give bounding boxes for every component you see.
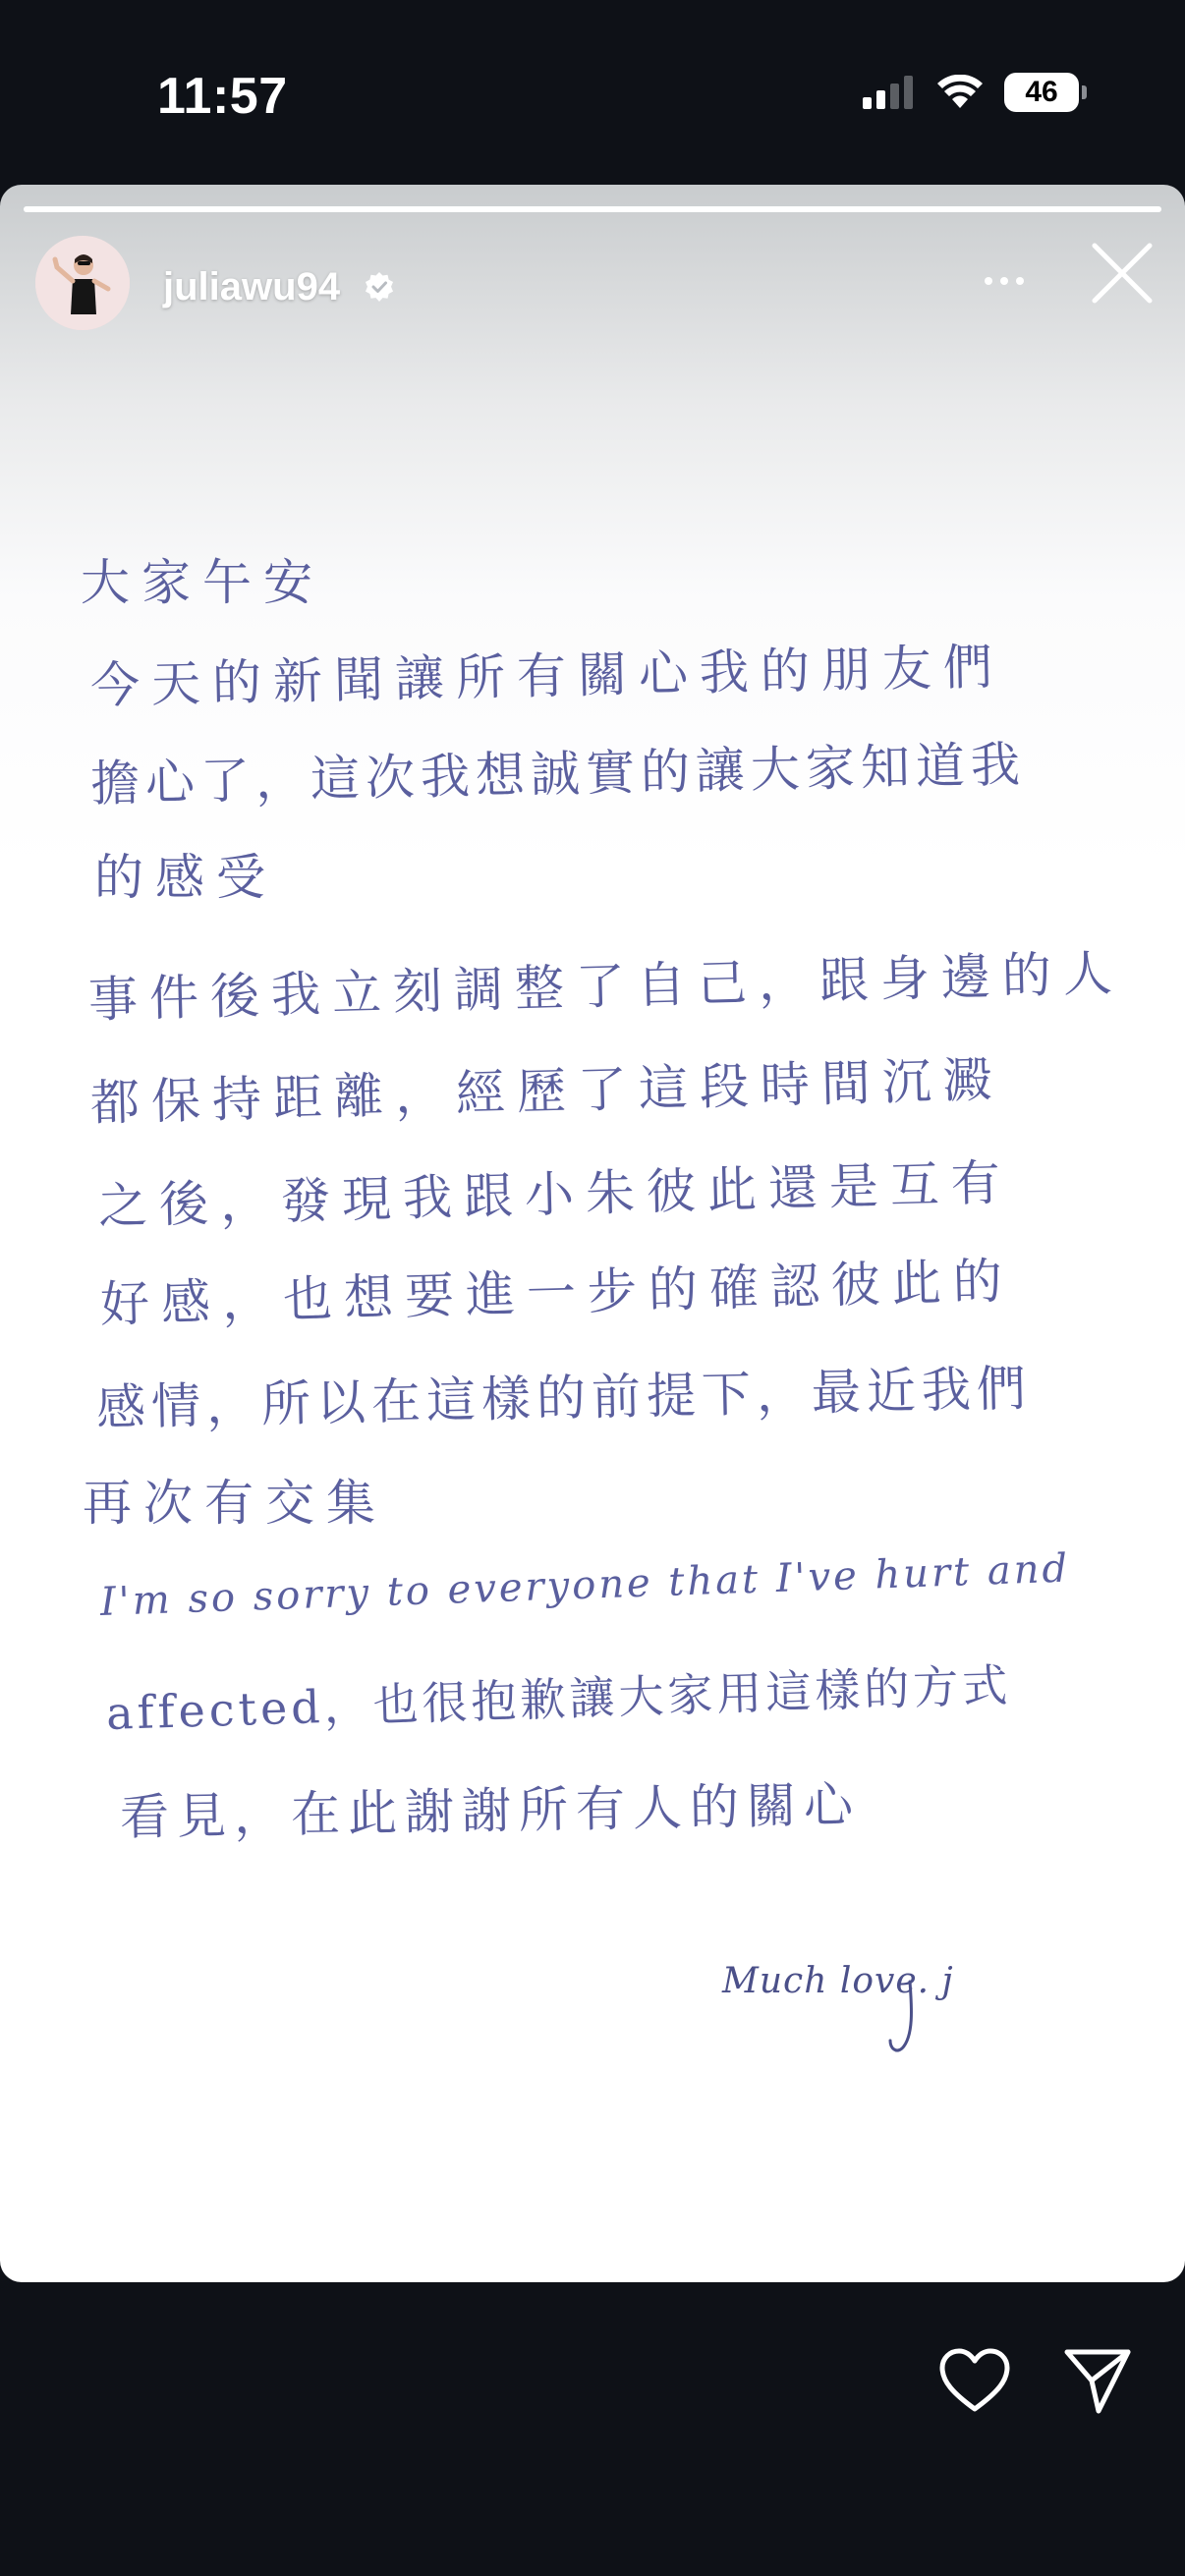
send-icon[interactable] — [1063, 2346, 1132, 2415]
letter-line: 都保持距離，經歷了這段時間沉澱 — [89, 1050, 1005, 1132]
story-progress-bar — [24, 206, 1161, 212]
wifi-icon — [935, 75, 985, 110]
letter-line: 擔心了，這次我想誠實的讓大家知道我 — [89, 736, 1027, 812]
handwritten-letter — [0, 185, 1185, 2282]
signature-stroke — [884, 1978, 924, 2056]
letter-line: I'm so sorry to everyone that I've hurt and — [99, 1545, 1071, 1625]
battery-icon — [1004, 73, 1079, 112]
status-time: 11:57 — [157, 68, 288, 125]
verified-badge-icon — [364, 271, 395, 303]
letter-line: 的感受 — [94, 849, 277, 906]
letter-line: 感情，所以在這樣的前提下，最近我們 — [95, 1360, 1033, 1436]
status-icons — [863, 73, 1079, 112]
close-icon[interactable] — [1089, 240, 1156, 307]
letter-line: 好感，也想要進一步的確認彼此的 — [99, 1252, 1015, 1333]
letter-line: 大家午安 — [81, 554, 324, 611]
letter-line: 事件後我立刻調整了自己，跟身邊的人 — [87, 944, 1125, 1029]
status-bar — [0, 0, 1185, 187]
letter-line: 看見，在此謝謝所有人的關心 — [119, 1775, 862, 1846]
story-progress-fill — [24, 206, 1161, 212]
signal-icon — [863, 76, 916, 109]
letter-line: 之後，發現我跟小朱彼此還是互有 — [97, 1153, 1013, 1235]
story-header — [0, 236, 1185, 344]
heart-icon[interactable] — [939, 2348, 1010, 2413]
story-username[interactable]: juliawu94 — [163, 265, 341, 308]
avatar[interactable] — [35, 236, 130, 330]
letter-line: 再次有交集 — [83, 1475, 387, 1532]
story-card[interactable] — [0, 185, 1185, 2282]
letter-line: affected，也很抱歉讓大家用這樣的方式 — [105, 1658, 1013, 1740]
avatar-image — [35, 236, 130, 330]
letter-signature: Much love. j — [722, 1961, 954, 2001]
letter-line: 今天的新聞讓所有關心我的朋友們 — [89, 638, 1005, 714]
more-options-icon[interactable] — [975, 259, 1034, 303]
battery-level: 46 — [1025, 76, 1058, 108]
